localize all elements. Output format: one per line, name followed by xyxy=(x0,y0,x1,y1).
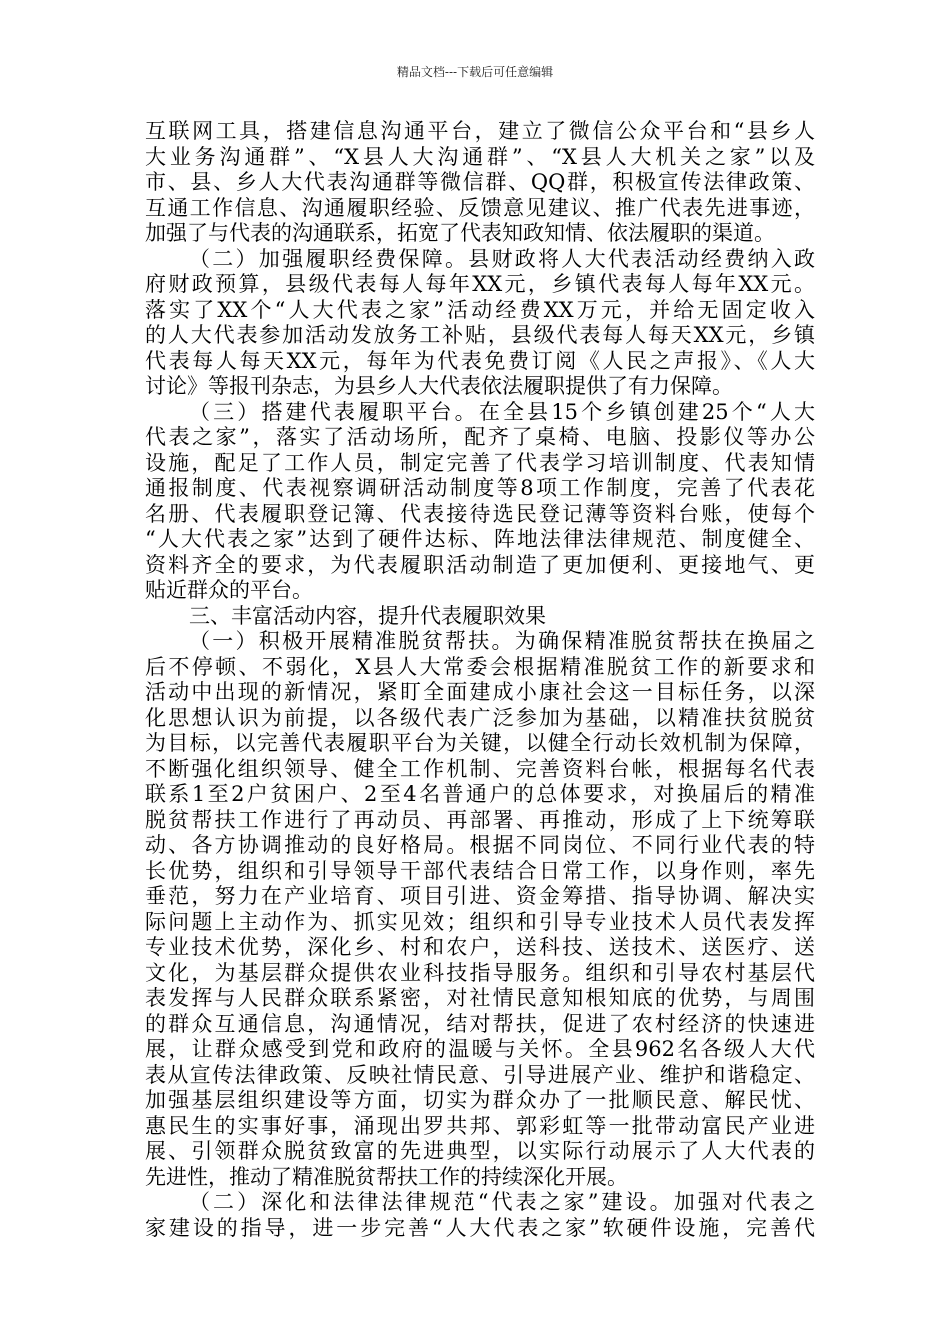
text-line: 联系1至2户贫困户、2至4名普通户的总体要求，对换届后的精准 xyxy=(145,782,815,806)
text-line: 加强了与代表的沟通联系，拓宽了代表知政知情、依法履职的渠道。 xyxy=(145,221,775,245)
text-line: 加强基层组织建设等方面，切实为群众办了一批顺民意、解民忧、 xyxy=(145,1088,815,1112)
text-line: 的人大代表参加活动发放务工补贴，县级代表每人每天XX元，乡镇 xyxy=(145,323,815,347)
text-line: 为目标，以完善代表履职平台为关键，以健全行动长效机制为保障， xyxy=(145,731,815,755)
text-line: 名册、代表履职登记簿、代表接待选民登记薄等资料台账，使每个 xyxy=(145,501,815,526)
text-line: 代表之家”，落实了活动场所，配齐了桌椅、电脑、投影仪等办公 xyxy=(145,425,815,449)
text-line: （三）搭建代表履职平台。在全县15个乡镇创建25个“人大 xyxy=(189,399,815,424)
text-line: 三、丰富活动内容，提升代表履职效果 xyxy=(189,603,546,628)
text-line: 的群众互通信息，沟通情况，结对帮扶，促进了农村经济的快速进 xyxy=(145,1011,815,1036)
text-line: 先进性，推动了精准脱贫帮扶工作的持续深化开展。 xyxy=(145,1164,628,1189)
text-line: 动、各方协调推动的良好格局。根据不同岗位、不同行业代表的特 xyxy=(145,833,815,857)
text-line: 化思想认识为前提，以各级代表广泛参加为基础，以精准扶贫脱贫 xyxy=(145,705,815,730)
text-line: 市、县、乡人大代表沟通群等微信群、QQ群，积极宣传法律政策、 xyxy=(145,170,815,194)
text-line: 不断强化组织领导、健全工作机制、完善资料台帐，根据每名代表 xyxy=(145,756,815,781)
text-line: 表发挥与人民群众联系紧密，对社情民意知根知底的优势，与周围 xyxy=(145,986,815,1010)
text-line: 资料齐全的要求，为代表履职活动制造了更加便利、更接地气、更 xyxy=(145,552,815,577)
text-line: （二）深化和法律法律规范“代表之家”建设。加强对代表之 xyxy=(189,1190,815,1214)
text-line: 大业务沟通群”、“X县人大沟通群”、“X县人大机关之家”以及 xyxy=(145,144,815,169)
text-line: 代表每人每天XX元，每年为代表免费订阅《人民之声报》、《人大 xyxy=(145,348,815,373)
text-line: 垂范，努力在产业培育、项目引进、资金筹措、指导协调、解决实 xyxy=(145,884,815,908)
text-line: 后不停顿、不弱化，X县人大常委会根据精准脱贫工作的新要求和 xyxy=(145,654,815,679)
text-line: （二）加强履职经费保障。县财政将人大代表活动经费纳入政 xyxy=(189,246,815,271)
text-line: 府财政预算，县级代表每人每年XX元，乡镇代表每人每年XX元。 xyxy=(145,272,815,296)
text-line: 专业技术优势，深化乡、村和农户，送科技、送技术、送医疗、送 xyxy=(145,935,815,959)
text-line: 家建设的指导，进一步完善“人大代表之家”软硬件设施，完善代 xyxy=(145,1215,815,1240)
text-line: 通报制度、代表视察调研活动制度等8项工作制度，完善了代表花 xyxy=(145,476,815,500)
text-line: 互联网工具，搭建信息沟通平台，建立了微信公众平台和“县乡人 xyxy=(145,119,815,143)
text-line: 讨论》等报刊杂志，为县乡人大代表依法履职提供了有力保障。 xyxy=(145,374,733,398)
text-line: 活动中出现的新情况，紧盯全面建成小康社会这一目标任务，以深 xyxy=(145,680,815,704)
text-line: （一）积极开展精准脱贫帮扶。为确保精准脱贫帮扶在换届之 xyxy=(189,629,815,653)
text-line: 展，让群众感受到党和政府的温暖与关怀。全县962名各级人大代 xyxy=(145,1037,815,1061)
text-line: 落实了XX个“人大代表之家”活动经费XX万元，并给无固定收入 xyxy=(145,297,815,322)
text-line: 贴近群众的平台。 xyxy=(145,578,313,602)
text-line: 长优势，组织和引导领导干部代表结合日常工作，以身作则，率先 xyxy=(145,858,815,883)
text-line: 展、引领群众脱贫致富的先进典型，以实际行动展示了人大代表的 xyxy=(145,1139,815,1163)
document-body xyxy=(145,119,815,1241)
text-line: 脱贫帮扶工作进行了再动员、再部署、再推动，形成了上下统筹联 xyxy=(145,807,815,832)
text-line: “人大代表之家”达到了硬件达标、阵地法律法律规范、制度健全、 xyxy=(145,527,815,551)
text-line: 惠民生的实事好事，涌现出罗共邦、郭彩虹等一批带动富民产业进 xyxy=(145,1113,815,1138)
text-line: 设施，配足了工作人员，制定完善了代表学习培训制度、代表知情 xyxy=(145,450,815,475)
text-line: 表从宣传法律政策、反映社情民意、引导进展产业、维护和谐稳定、 xyxy=(145,1062,815,1087)
text-line: 文化，为基层群众提供农业科技指导服务。组织和引导农村基层代 xyxy=(145,960,815,985)
text-line: 互通工作信息、沟通履职经验、反馈意见建议、推广代表先进事迹， xyxy=(145,195,815,220)
text-line: 际问题上主动作为、抓实见效；组织和引导专业技术人员代表发挥 xyxy=(145,909,815,934)
page-header: 精品文档---下载后可任意编辑 xyxy=(396,65,554,79)
